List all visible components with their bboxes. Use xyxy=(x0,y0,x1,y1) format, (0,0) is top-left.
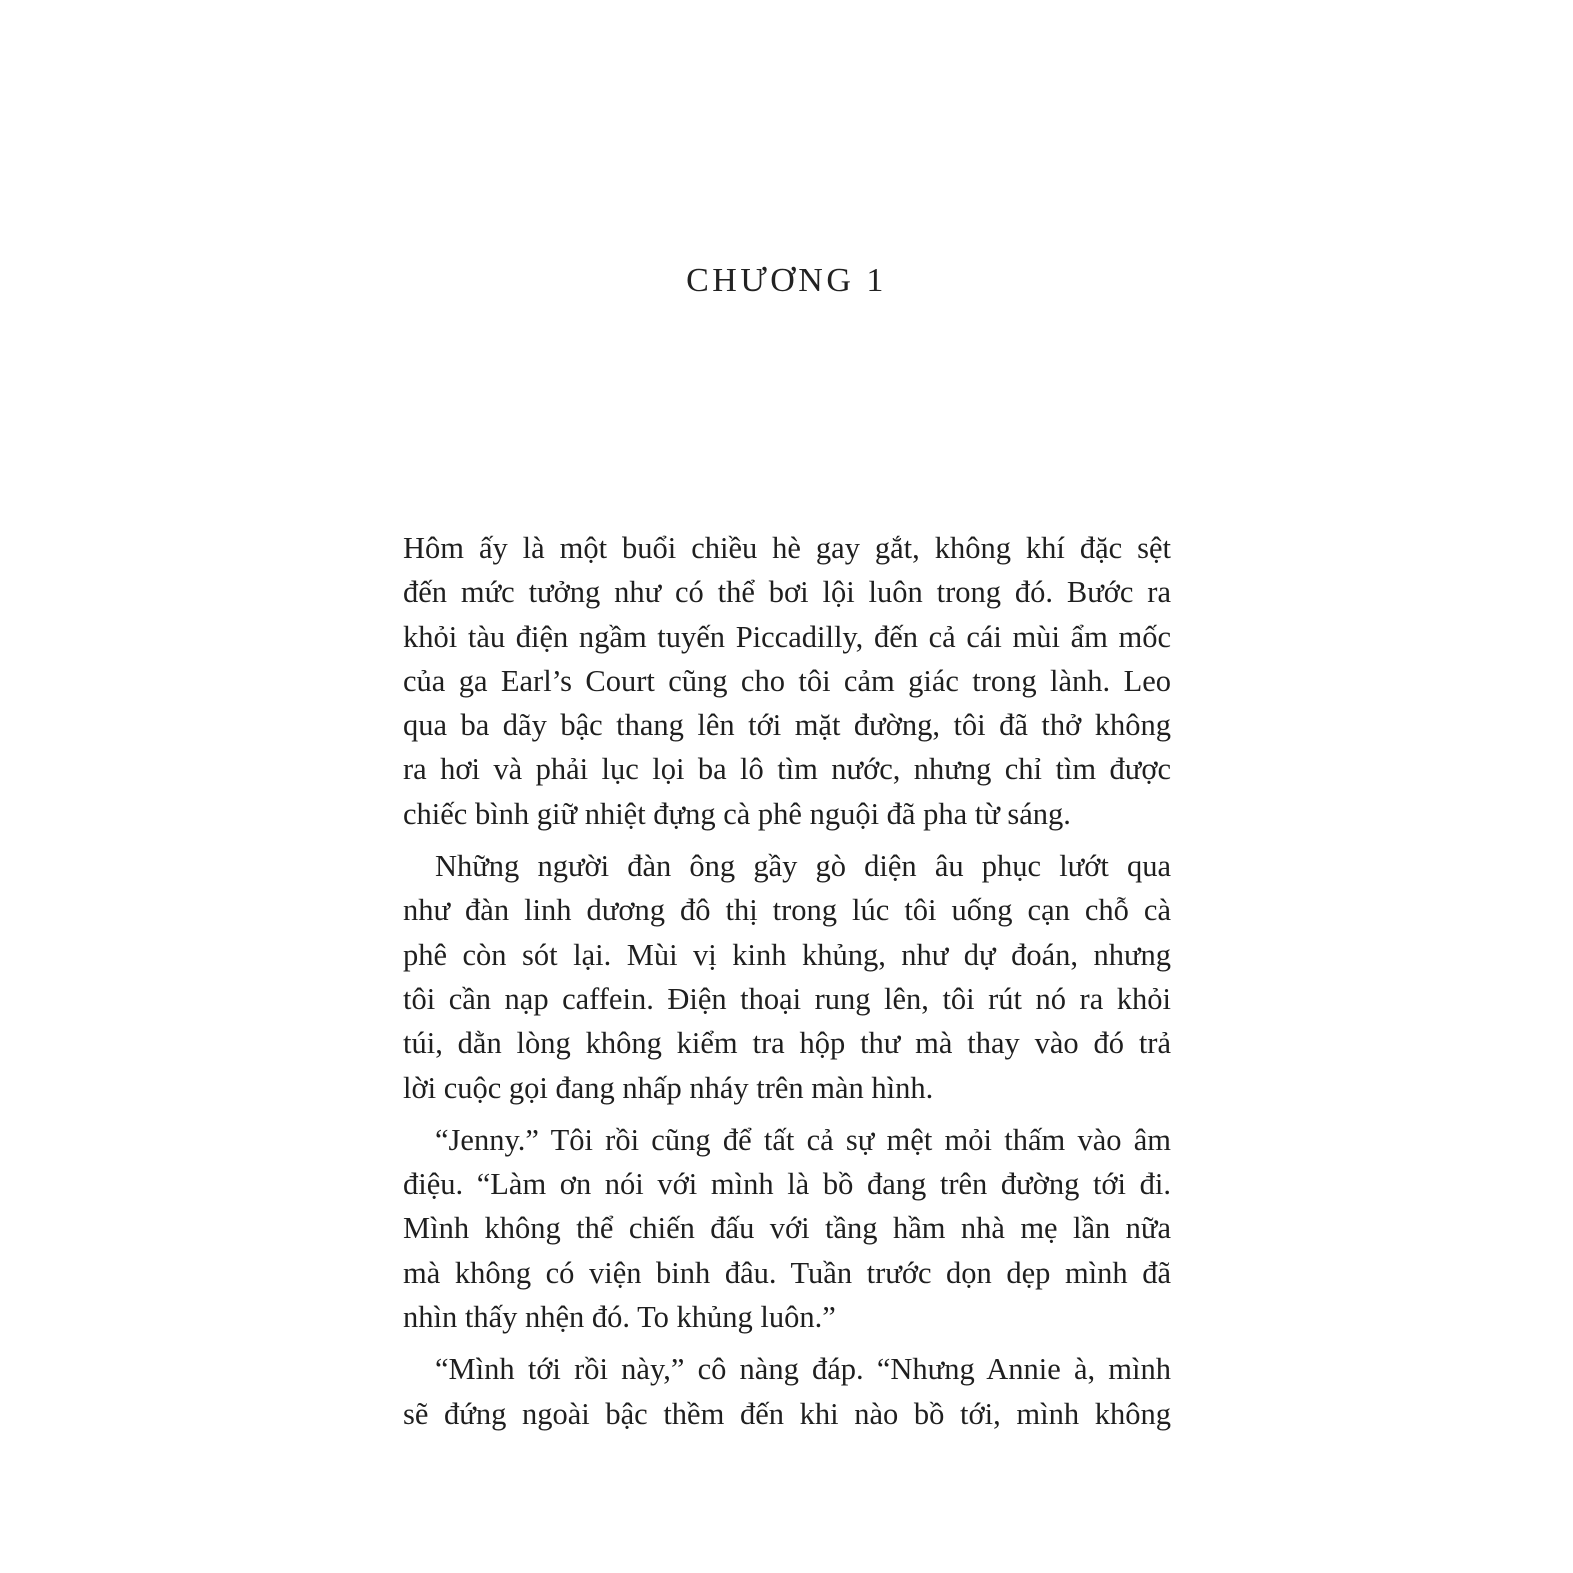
text-line: khỏi tàu điện ngầm tuyến Piccadilly, đến cả cái mùi ẩm mốc xyxy=(403,619,1171,654)
text-line: đến mức tưởng như có thể bơi lội luôn trong đó. Bước ra xyxy=(403,575,1171,610)
text-line: “Jenny.” Tôi rồi cũng để tất cả sự mệt mỏi thấm vào âm xyxy=(435,1122,1171,1157)
text-line: chiếc bình giữ nhiệt đựng cà phê nguội đã pha từ sáng. xyxy=(403,796,1071,831)
text-line: Hôm ấy là một buổi chiều hè gay gắt, không khí đặc sệt xyxy=(403,531,1171,565)
paragraph-4 xyxy=(403,1347,1171,1436)
chapter-body xyxy=(403,526,1171,1444)
text-line: Những người đàn ông gầy gò diện âu phục lướt qua xyxy=(435,849,1171,884)
chapter-title: CHƯƠNG 1 xyxy=(686,262,887,299)
text-line: phê còn sót lại. Mùi vị kinh khủng, như dự đoán, nhưng xyxy=(403,937,1171,972)
text-line: điệu. “Làm ơn nói với mình là bồ đang trên đường tới đi. xyxy=(403,1167,1171,1202)
text-line: tôi cần nạp caffein. Điện thoại rung lên, tôi rút nó ra khỏi xyxy=(403,981,1171,1016)
paragraph-1 xyxy=(403,526,1171,836)
paragraph-2 xyxy=(403,844,1171,1110)
text-line: như đàn linh dương đô thị trong lúc tôi uống cạn chỗ cà xyxy=(403,893,1171,928)
paragraph-3 xyxy=(403,1118,1171,1339)
text-line: qua ba dãy bậc thang lên tới mặt đường, tôi đã thở không xyxy=(403,708,1171,743)
text-line: túi, dằn lòng không kiểm tra hộp thư mà thay vào đó trả xyxy=(403,1026,1171,1061)
text-line: lời cuộc gọi đang nhấp nháy trên màn hình. xyxy=(403,1070,934,1105)
text-line: nhìn thấy nhện đó. To khủng luôn.” xyxy=(403,1300,836,1335)
text-line: mà không có viện binh đâu. Tuần trước dọn dẹp mình đã xyxy=(403,1255,1171,1290)
text-line: của ga Earl’s Court cũng cho tôi cảm giác trong lành. Leo xyxy=(403,663,1171,698)
text-line: sẽ đứng ngoài bậc thềm đến khi nào bồ tới, mình không xyxy=(403,1396,1171,1431)
text-line: ra hơi và phải lục lọi ba lô tìm nước, nhưng chỉ tìm được xyxy=(403,752,1171,787)
text-line: “Mình tới rồi này,” cô nàng đáp. “Nhưng Annie à, mình xyxy=(435,1352,1171,1387)
text-line: Mình không thể chiến đấu với tầng hầm nhà mẹ lần nữa xyxy=(403,1211,1171,1246)
